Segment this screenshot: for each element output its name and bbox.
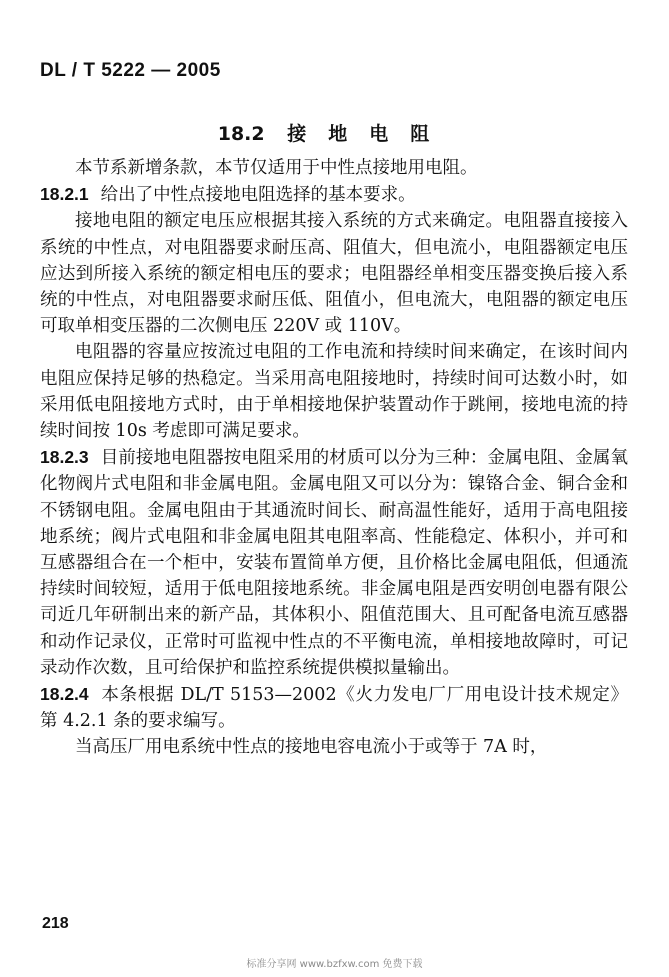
standard-code: DL / T 5222 — 2005 [40,60,221,81]
paragraph-text: 电阻器的容量应按流过电阻的工作电流和持续时间来确定，在该时间内电阻应保持足够的热稳定。当采用高电阻接地时，持续时间可达数小时，如采用低电阻接地方式时，由于单相接地保护装置动作于跳闸，接地电流的持续时间按 10s 考虑即可满足要求。 [40,342,628,442]
page-number: 218 [42,915,69,932]
watermark-text: 标准分享网 www.bzfxw.com 免费下载 [246,959,423,970]
clause-number: 18.2.3 [40,447,89,468]
paragraph-text: 目前接地电阻器按电阻采用的材质可以分为三种：金属电阻、金属氧化物阀片式电阻和非金属电阻。金属电阻又可以分为：镍铬合金、铜合金和不锈钢电阻。金属电阻由于其通流时间长、耐高温性能好，适用于高电阻接地系统；阀片式电阻和非金属电阻其电阻率高、性能稳定、体积小，并可和互感器组合在一个柜中，安装布置简单方便，且价格比金属电阻低，但通流持续时间较短，适用于低电阻接地系统。非金属电阻是西安明创电器有限公司近几年研制出来的新产品，其体积小、阻值范围大、且可配备电流互感器和动作记录仪，正常时可监视中性点的不平衡电流，单相接地故障时，可记录动作次数，且可给保护和监控系统提供模拟量输出。 [40,448,628,678]
paragraph-text: 本条根据 DL/T 5153—2002《火力发电厂厂用电设计技术规定》第 4.2.1 条的要求编写。 [40,685,628,732]
clause-paragraph [40,181,628,208]
clause-paragraph [40,444,628,681]
paragraph-text: 接地电阻的额定电压应根据其接入系统的方式来确定。电阻器直接接入系统的中性点，对电阻器要求耐压高、阻值大，但电流小，电阻器额定电压应达到所接入系统的额定相电压的要求；电阻器经单相变压器变换后接入系统的中性点，对电阻器要求耐压低、阻值小，但电流大，电阻器的额定电压可取单相变压器的二次侧电压 220V 或 110V。 [40,211,628,337]
body-text [40,155,628,761]
paragraph [40,155,628,181]
section-number: 18.2 [217,123,265,145]
clause-number: 18.2.1 [40,184,89,205]
section-title: 接地电阻 [287,123,452,145]
clause-number: 18.2.4 [40,684,89,705]
paragraph-text: 当高压厂用电系统中性点的接地电容电流小于或等于 7A 时， [75,737,548,758]
paragraph [40,208,628,339]
paragraph-text: 本节系新增条款，本节仅适用于中性点接地用电阻。 [75,158,478,178]
section-heading [0,119,669,146]
paragraph [40,734,628,760]
paragraph [40,339,628,444]
paragraph-text: 给出了中性点接地电阻选择的基本要求。 [100,185,416,206]
clause-paragraph [40,681,628,734]
